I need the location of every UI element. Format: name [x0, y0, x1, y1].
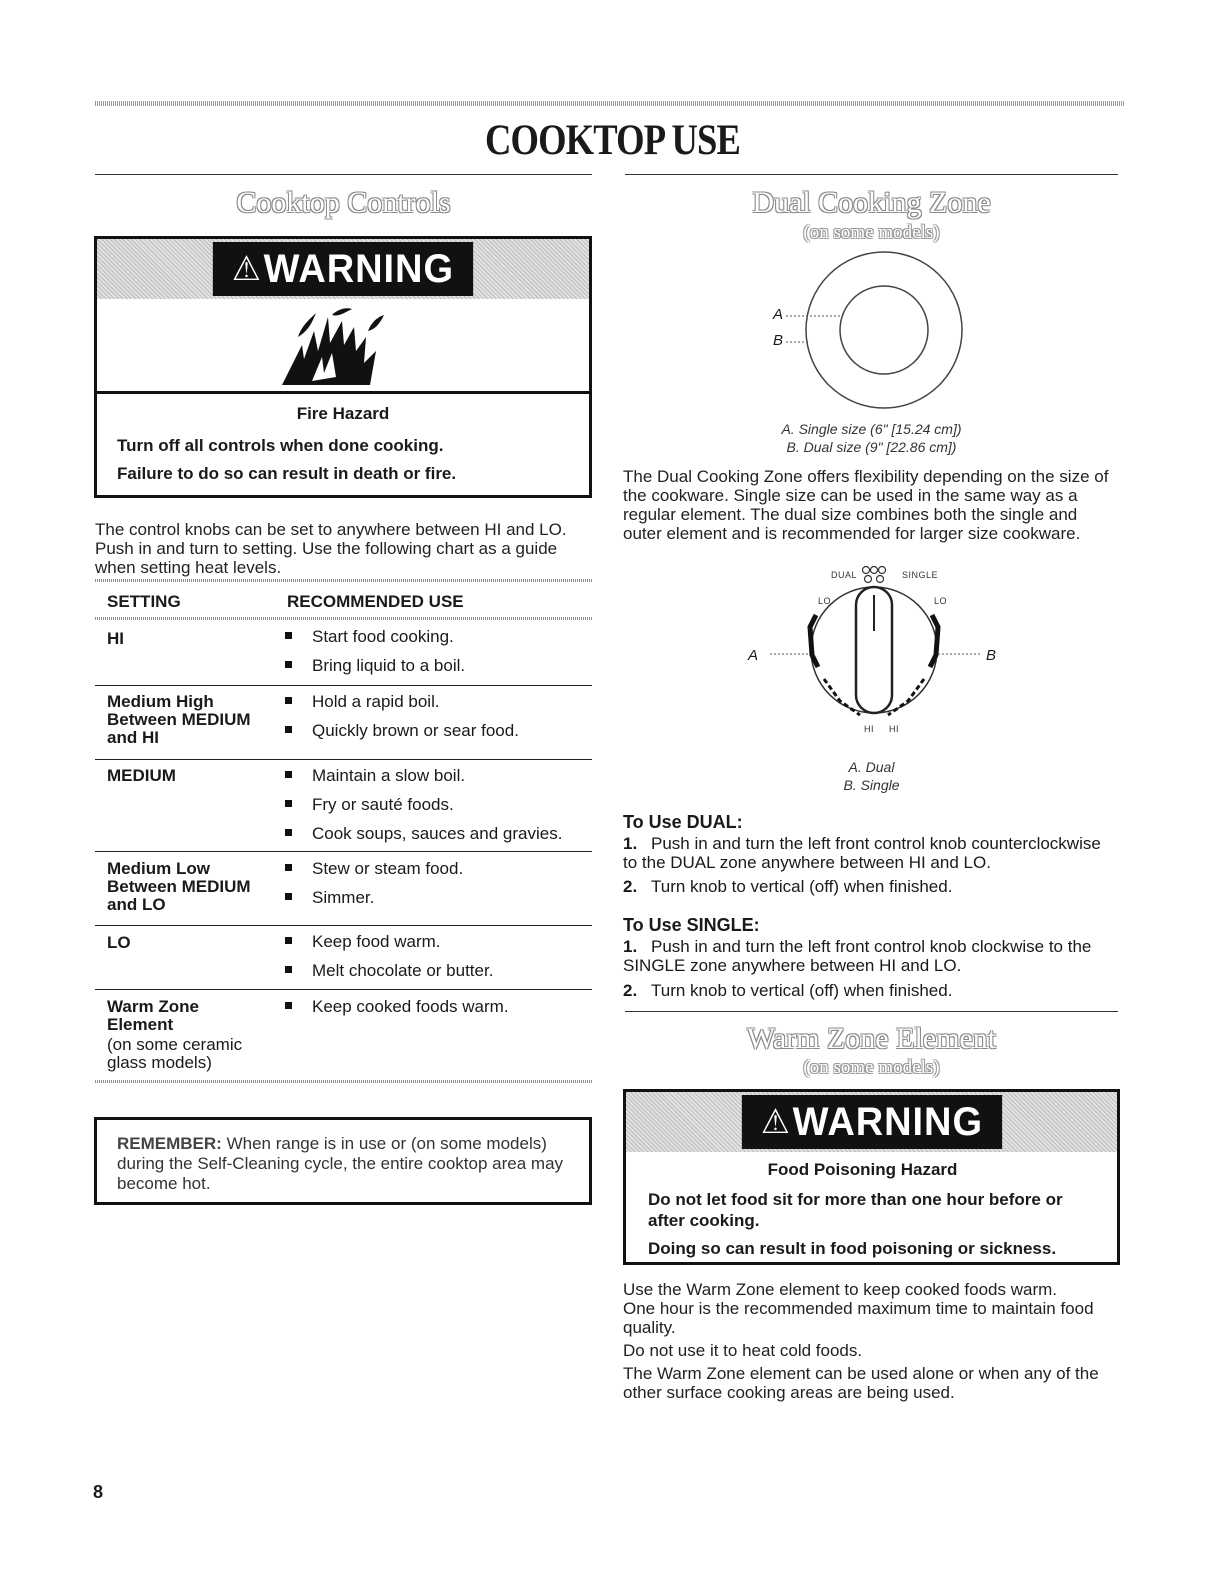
- warning-triangle-icon: ⚠: [231, 250, 262, 288]
- control-knob-diagram: [760, 555, 1000, 730]
- remember-label: REMEMBER:: [117, 1134, 222, 1153]
- warning-triangle-icon: ⚠: [760, 1103, 791, 1141]
- use-item: Stew or steam food.: [285, 854, 463, 883]
- setting-hi: HI: [107, 629, 124, 648]
- use-item: Keep food warm.: [285, 927, 441, 956]
- page-number: 8: [93, 1482, 104, 1502]
- knob-label-lo-right: LO: [934, 596, 948, 606]
- knob-label-single: SINGLE: [902, 570, 939, 580]
- use-item: Hold a rapid boil.: [285, 687, 440, 716]
- use-item: Melt chocolate or butter.: [285, 956, 493, 985]
- warning-label: ⚠ WARNING: [741, 1095, 1001, 1149]
- single-step-2: 2. Turn knob to vertical (off) when finished.: [623, 981, 953, 1000]
- warm-zone-para: One hour is the recommended maximum time to maintain food quality.: [623, 1299, 1094, 1337]
- warm-zone-para: Use the Warm Zone element to keep cooked foods warm.: [623, 1280, 1058, 1299]
- left-divider: [95, 174, 592, 175]
- table-bottom-band: [95, 1080, 592, 1083]
- setting-warm-zone-note: (on some ceramic glass models): [107, 1035, 243, 1072]
- single-step-1: 1. Push in and turn the left front control knob clockwise to the SINGLE zone anywhere between HI and LO.: [623, 937, 1092, 975]
- knob-label-b: B: [986, 647, 997, 664]
- section-title-warm-zone: Warm Zone Element: [746, 1022, 997, 1055]
- warm-zone-para: The Warm Zone element can be used alone or when any of the other surface cooking areas are being used.: [623, 1364, 1099, 1402]
- use-item: Simmer.: [285, 883, 374, 912]
- table-header-setting: SETTING: [107, 592, 181, 611]
- warm-zone-para: Do not use it to heat cold foods.: [623, 1341, 863, 1360]
- warning-header: [97, 239, 589, 299]
- use-item: Maintain a slow boil.: [285, 761, 465, 790]
- dual-step-2: 2. Turn knob to vertical (off) when finished.: [623, 877, 953, 896]
- row-divider: [95, 989, 592, 990]
- section-subtitle: (on some models): [803, 1057, 940, 1078]
- knob-label-lo-left: LO: [818, 596, 832, 606]
- table-header-recommended-use: RECOMMENDED USE: [287, 592, 464, 611]
- remember-box: [94, 1117, 592, 1205]
- diagram-label-b: B: [773, 332, 784, 349]
- knob-caption-a: A. Dual: [848, 759, 895, 775]
- hazard-line: Failure to do so can result in death or fire.: [117, 464, 457, 483]
- warning-icon-area: [97, 299, 589, 394]
- use-item: Quickly brown or sear food.: [285, 716, 519, 745]
- food-poisoning-warning-box: [623, 1089, 1120, 1265]
- diagram-label-a: A: [773, 306, 784, 323]
- use-item: Cook soups, sauces and gravies.: [285, 819, 562, 848]
- intro-paragraph: The control knobs can be set to anywhere between HI and LO. Push in and turn to setting. Use the following chart as a guide when setting heat levels.: [95, 520, 567, 577]
- use-item: Fry or sauté foods.: [285, 790, 454, 819]
- diagram-caption-b: B. Dual size (9" [22.86 cm]): [786, 439, 957, 455]
- remember-text: When range is in use or (on some models) during the Self-Cleaning cycle, the entire cooktop area may become hot.: [117, 1134, 564, 1193]
- table-top-band: [95, 579, 592, 582]
- dual-zone-paragraph: The Dual Cooking Zone offers flexibility depending on the size of the cookware. Single size can be used in the same way as a regular element. The dual size combines both the single and outer element and is recommended for larger size cookware.: [623, 467, 1109, 543]
- setting-warm-zone: Warm Zone Element: [107, 997, 199, 1034]
- knob-label-dual: DUAL: [831, 570, 858, 580]
- use-item: Bring liquid to a boil.: [285, 651, 465, 680]
- fire-icon: [272, 307, 402, 387]
- page-title: COOKTOP USE: [484, 117, 741, 164]
- knob-label-hi-left: HI: [864, 724, 874, 734]
- use-item: Keep cooked foods warm.: [285, 992, 509, 1021]
- use-single-heading: To Use SINGLE:: [623, 915, 760, 935]
- knob-caption-b: B. Single: [843, 777, 900, 793]
- right-divider: [625, 174, 1118, 175]
- row-divider: [95, 685, 592, 686]
- dual-step-1: 1. Push in and turn the left front control knob counterclockwise to the DUAL zone anywhere between HI and LO.: [623, 834, 1101, 872]
- warning-header: [626, 1092, 1117, 1152]
- hazard-title: Food Poisoning Hazard: [767, 1160, 958, 1179]
- setting-medium: MEDIUM: [107, 766, 176, 785]
- use-item: Start food cooking.: [285, 622, 454, 651]
- hazard-title: Fire Hazard: [296, 404, 390, 423]
- top-dotted-band: [95, 101, 1125, 106]
- row-divider: [95, 759, 592, 760]
- warning-label: ⚠ WARNING: [213, 242, 473, 296]
- diagram-caption-a: A. Single size (6" [15.24 cm]): [781, 421, 962, 437]
- section-title-dual-cooking-zone: Dual Cooking Zone: [752, 186, 991, 219]
- section-title-cooktop-controls: Cooktop Controls: [236, 186, 451, 219]
- hazard-line: Doing so can result in food poisoning or sickness.: [648, 1239, 1057, 1258]
- setting-lo: LO: [107, 933, 131, 952]
- row-divider: [95, 851, 592, 852]
- section-subtitle: (on some models): [803, 222, 940, 243]
- dual-zone-element-diagram: [760, 248, 980, 418]
- use-dual-heading: To Use DUAL:: [623, 812, 743, 832]
- right-divider-2: [625, 1011, 1118, 1012]
- knob-label-hi-right: HI: [889, 724, 899, 734]
- setting-medium-high: Medium High Between MEDIUM and HI: [107, 692, 251, 747]
- row-divider: [95, 925, 592, 926]
- setting-medium-low: Medium Low Between MEDIUM and LO: [107, 859, 251, 914]
- warm-zone-paragraphs: [623, 1280, 1118, 1402]
- knob-label-a: A: [748, 647, 759, 664]
- table-header-band: [95, 617, 592, 620]
- hazard-line: Do not let food sit for more than one hour before or after cooking.: [648, 1190, 1063, 1230]
- fire-warning-box: [94, 236, 592, 498]
- hazard-line: Turn off all controls when done cooking.: [117, 436, 444, 455]
